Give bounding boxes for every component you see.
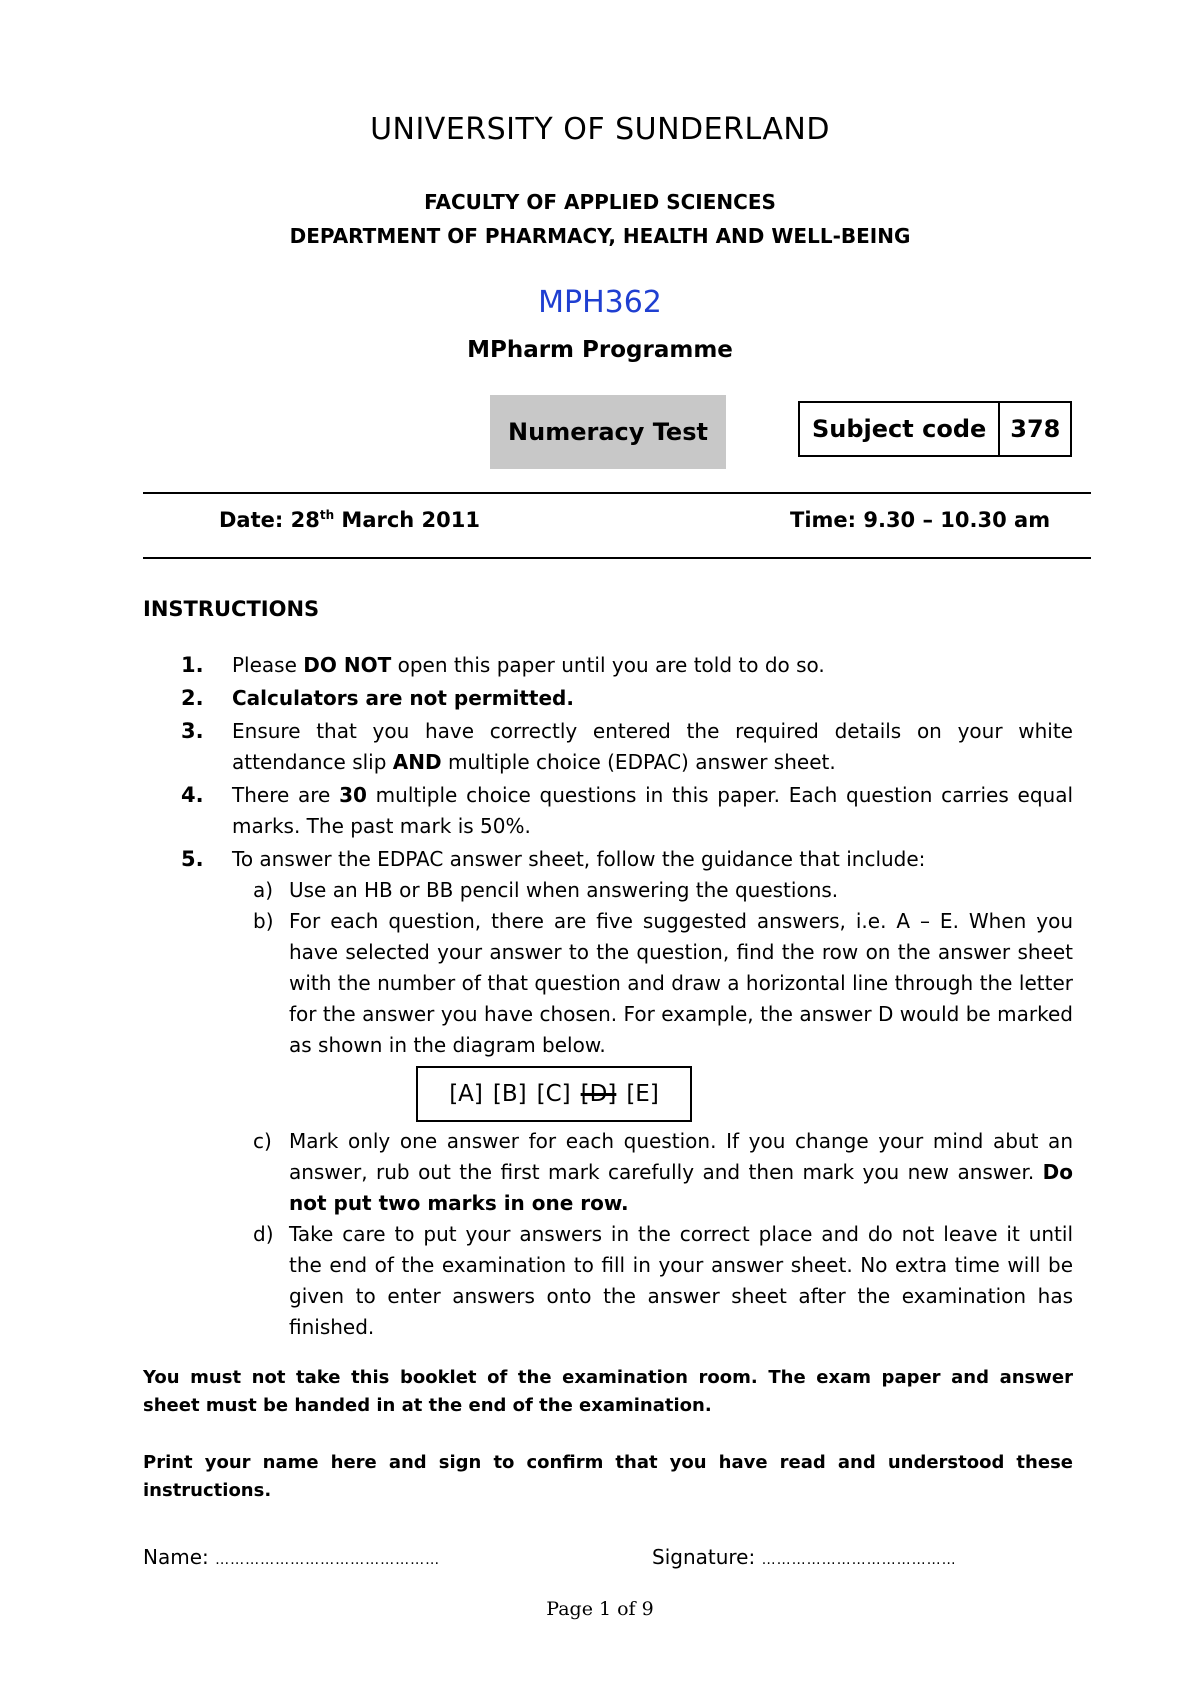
test-name: Numeracy Test xyxy=(508,418,708,446)
guidance-text: Mark only one answer for each question. If you change your mind abut an answer, rub out the first mark carefully and then mark you new answer. xyxy=(289,1129,1073,1184)
name-label: Name: xyxy=(143,1545,209,1569)
signature-field[interactable] xyxy=(652,1545,957,1569)
booklet-notice: You must not take this booklet of the examination room. The exam paper and answer sheet must be handed in at the end of the examination. xyxy=(143,1367,1073,1416)
item-text: Ensure that you have correctly entered the required details on your white attendance slip xyxy=(232,719,1073,774)
example-option-e: [E] xyxy=(626,1081,659,1107)
guidance-label: b) xyxy=(253,909,274,933)
guidance-item xyxy=(143,875,1073,906)
instruction-item xyxy=(143,780,1073,842)
answer-example-box xyxy=(416,1066,692,1122)
name-field[interactable] xyxy=(143,1545,440,1569)
item-text: open this paper until you are told to do so. xyxy=(391,653,825,677)
subject-code-label: Subject code xyxy=(812,415,987,443)
item-number: 3. xyxy=(181,719,204,743)
date-prefix: Date: 28 xyxy=(219,508,320,532)
exam-date xyxy=(219,508,480,532)
guidance-label: a) xyxy=(253,878,274,902)
instruction-item xyxy=(143,650,1073,681)
exam-time: Time: 9.30 – 10.30 am xyxy=(790,508,1051,532)
item-text: To answer the EDPAC answer sheet, follow the guidance that include: xyxy=(232,847,926,871)
item-text: There are xyxy=(232,783,340,807)
bottom-divider xyxy=(143,557,1091,559)
subject-code-box xyxy=(798,401,1072,457)
guidance-item xyxy=(143,906,1073,1061)
item-text: multiple choice questions in this paper. Each question carries equal marks. The past mark is 50%. xyxy=(232,783,1074,838)
subject-code-value: 378 xyxy=(998,403,1070,455)
instruction-item xyxy=(143,844,1073,875)
item-emphasis: DO NOT xyxy=(303,653,392,677)
test-name-box xyxy=(490,395,726,469)
guidance-emphasis: Do not put two marks in one row. xyxy=(289,1160,1073,1215)
programme-title: MPharm Programme xyxy=(467,337,733,363)
signature-label: Signature: xyxy=(652,1545,756,1569)
name-blank[interactable]: ……………………………………… xyxy=(215,1552,441,1568)
date-suffix: March 2011 xyxy=(334,508,481,532)
date-ordinal: th xyxy=(319,508,335,522)
university-title: UNIVERSITY OF SUNDERLAND xyxy=(370,112,830,147)
instruction-item xyxy=(143,683,1073,714)
item-emphasis: 30 xyxy=(339,783,367,807)
top-divider xyxy=(143,492,1091,494)
guidance-text: Take care to put your answers in the correct place and do not leave it until the end of the examination to fill in your answer sheet. No extra time will be given to enter answers onto the answer sheet after the examination has finished. xyxy=(289,1222,1073,1339)
item-number: 2. xyxy=(181,686,204,710)
instruction-item xyxy=(143,716,1073,778)
guidance-item xyxy=(143,1219,1073,1343)
module-code: MPH362 xyxy=(538,285,662,320)
department-title: DEPARTMENT OF PHARMACY, HEALTH AND WELL-BEING xyxy=(289,224,911,248)
example-option-d-marked: [D] xyxy=(580,1081,617,1107)
example-option-b: [B] xyxy=(492,1081,527,1107)
page-number: Page 1 of 9 xyxy=(546,1598,654,1620)
faculty-title: FACULTY OF APPLIED SCIENCES xyxy=(424,190,776,214)
guidance-label: c) xyxy=(253,1129,272,1153)
item-number: 1. xyxy=(181,653,204,677)
example-option-c: [C] xyxy=(536,1081,571,1107)
instructions-heading: INSTRUCTIONS xyxy=(143,597,320,621)
item-number: 5. xyxy=(181,847,204,871)
signature-blank[interactable]: ………………………………… xyxy=(761,1552,957,1568)
item-text: Please xyxy=(232,653,304,677)
item-number: 4. xyxy=(181,783,204,807)
item-emphasis: Calculators are not permitted. xyxy=(232,686,574,710)
item-emphasis: AND xyxy=(392,750,442,774)
guidance-text: For each question, there are five suggested answers, i.e. A – E. When you have selected your answer to the question, find the row on the answer sheet with the number of that question and draw a horizontal line through the letter for the answer you have chosen. For example, the answer D would be marked as shown in the diagram below. xyxy=(289,909,1073,1057)
guidance-text: Use an HB or BB pencil when answering the questions. xyxy=(289,878,839,902)
confirmation-notice: Print your name here and sign to confirm that you have read and understood these instructions. xyxy=(143,1452,1073,1501)
guidance-label: d) xyxy=(253,1222,274,1246)
guidance-item xyxy=(143,1126,1073,1219)
example-option-a: [A] xyxy=(449,1081,483,1107)
item-text: multiple choice (EDPAC) answer sheet. xyxy=(441,750,836,774)
